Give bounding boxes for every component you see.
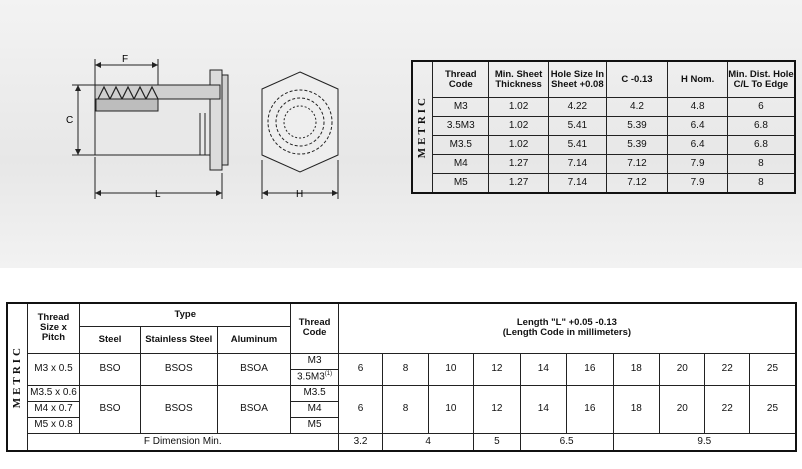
header-min-dist: Min. Dist. Hole C/L To Edge [727, 61, 795, 98]
header-thread-size: Thread Size x Pitch [27, 303, 80, 353]
cell: 5.41 [549, 136, 607, 155]
dim-f-label: F [122, 54, 129, 65]
stainless-type-cell: BSOS [140, 385, 217, 433]
f-value-cell: 5 [474, 433, 520, 451]
thread-code-cell: M3.5 [291, 385, 338, 401]
f-value-cell: 9.5 [613, 433, 796, 451]
stainless-type-cell: BSOS [140, 353, 217, 385]
dim-h-label: H [296, 189, 304, 200]
cell: 7.12 [606, 174, 668, 194]
length-cell: 16 [567, 385, 613, 433]
cell: 3.5M3 [433, 117, 489, 136]
cell: 5.39 [606, 117, 668, 136]
length-cell: 25 [749, 353, 796, 385]
table-row [7, 353, 796, 369]
f-value-cell: 6.5 [520, 433, 613, 451]
table-row [412, 136, 795, 155]
cell: 4.22 [549, 98, 607, 117]
cell: 1.27 [489, 155, 549, 174]
cell: 6.8 [727, 136, 795, 155]
length-cell: 10 [428, 385, 473, 433]
cell: 6.4 [668, 117, 728, 136]
header-thread-code: Thread Code [433, 61, 489, 98]
header-hole-size: Hole Size In Sheet +0.08 [549, 61, 607, 98]
cell: 7.9 [668, 155, 728, 174]
header-thread-code: Thread Code [291, 303, 338, 353]
length-cell: 22 [705, 385, 749, 433]
metric-side-label: METRIC [7, 303, 27, 451]
dim-l-label: L [155, 189, 161, 200]
thread-code-cell: M4 [291, 401, 338, 417]
table-row [412, 155, 795, 174]
table-row [412, 174, 795, 194]
length-cell: 12 [474, 385, 520, 433]
thread-code-cell: M5 [291, 417, 338, 433]
thread-size-cell: M4 x 0.7 [27, 401, 80, 417]
cell: 7.14 [549, 174, 607, 194]
dimensions-table [411, 60, 796, 194]
length-cell: 14 [520, 385, 566, 433]
thread-size-cell: M3 x 0.5 [27, 353, 80, 385]
length-cell: 18 [613, 385, 659, 433]
thread-size-cell: M3.5 x 0.6 [27, 385, 80, 401]
cell: 1.02 [489, 117, 549, 136]
length-cell: 8 [383, 353, 428, 385]
length-cell: 20 [660, 385, 705, 433]
length-cell: 14 [520, 353, 566, 385]
length-cell: 20 [660, 353, 705, 385]
cell: 4.8 [668, 98, 728, 117]
header-length: Length "L" +0.05 -0.13 (Length Code in millimeters) [338, 303, 796, 353]
thread-code-cell: 3.5M3$^{(1)}$ [291, 369, 338, 385]
cell: 8 [727, 155, 795, 174]
f-value-cell: 3.2 [338, 433, 382, 451]
cell: 1.02 [489, 136, 549, 155]
header-aluminum: Aluminum [217, 326, 291, 353]
length-cell: 18 [613, 353, 659, 385]
cell: 7.12 [606, 155, 668, 174]
cell: 1.27 [489, 174, 549, 194]
metric-side-label: METRIC [412, 61, 433, 193]
length-cell: 10 [428, 353, 473, 385]
cell: 7.14 [549, 155, 607, 174]
length-cell: 6 [338, 385, 382, 433]
length-cell: 12 [474, 353, 520, 385]
steel-type-cell: BSO [80, 385, 141, 433]
table-row [412, 117, 795, 136]
length-cell: 22 [705, 353, 749, 385]
header-stainless: Stainless Steel [140, 326, 217, 353]
header-type: Type [80, 303, 291, 326]
cell: M3 [433, 98, 489, 117]
length-cell: 25 [749, 385, 796, 433]
thread-code-cell: M3 [291, 353, 338, 369]
standoff-drawing [60, 45, 360, 205]
f-value-cell: 4 [383, 433, 474, 451]
cell: 7.9 [668, 174, 728, 194]
cell: 4.2 [606, 98, 668, 117]
table-row [7, 385, 796, 401]
length-cell: 8 [383, 385, 428, 433]
f-dimension-row [7, 433, 796, 451]
header-steel: Steel [80, 326, 141, 353]
table-row [412, 98, 795, 117]
f-dimension-label: F Dimension Min. [27, 433, 338, 451]
header-c: C -0.13 [606, 61, 668, 98]
cell: 5.41 [549, 117, 607, 136]
length-cell: 16 [567, 353, 613, 385]
length-cell: 6 [338, 353, 382, 385]
header-min-sheet-thickness: Min. Sheet Thickness [489, 61, 549, 98]
aluminum-type-cell: BSOA [217, 385, 291, 433]
length-table [6, 302, 797, 452]
cell: 6.8 [727, 117, 795, 136]
cell: 1.02 [489, 98, 549, 117]
cell: M4 [433, 155, 489, 174]
dim-c-label: C [66, 115, 74, 126]
cell: 8 [727, 174, 795, 194]
header-h: H Nom. [668, 61, 728, 98]
cell: 6 [727, 98, 795, 117]
cell: 5.39 [606, 136, 668, 155]
cell: M5 [433, 174, 489, 194]
cell: 6.4 [668, 136, 728, 155]
cell: M3.5 [433, 136, 489, 155]
thread-size-cell: M5 x 0.8 [27, 417, 80, 433]
aluminum-type-cell: BSOA [217, 353, 291, 385]
steel-type-cell: BSO [80, 353, 141, 385]
